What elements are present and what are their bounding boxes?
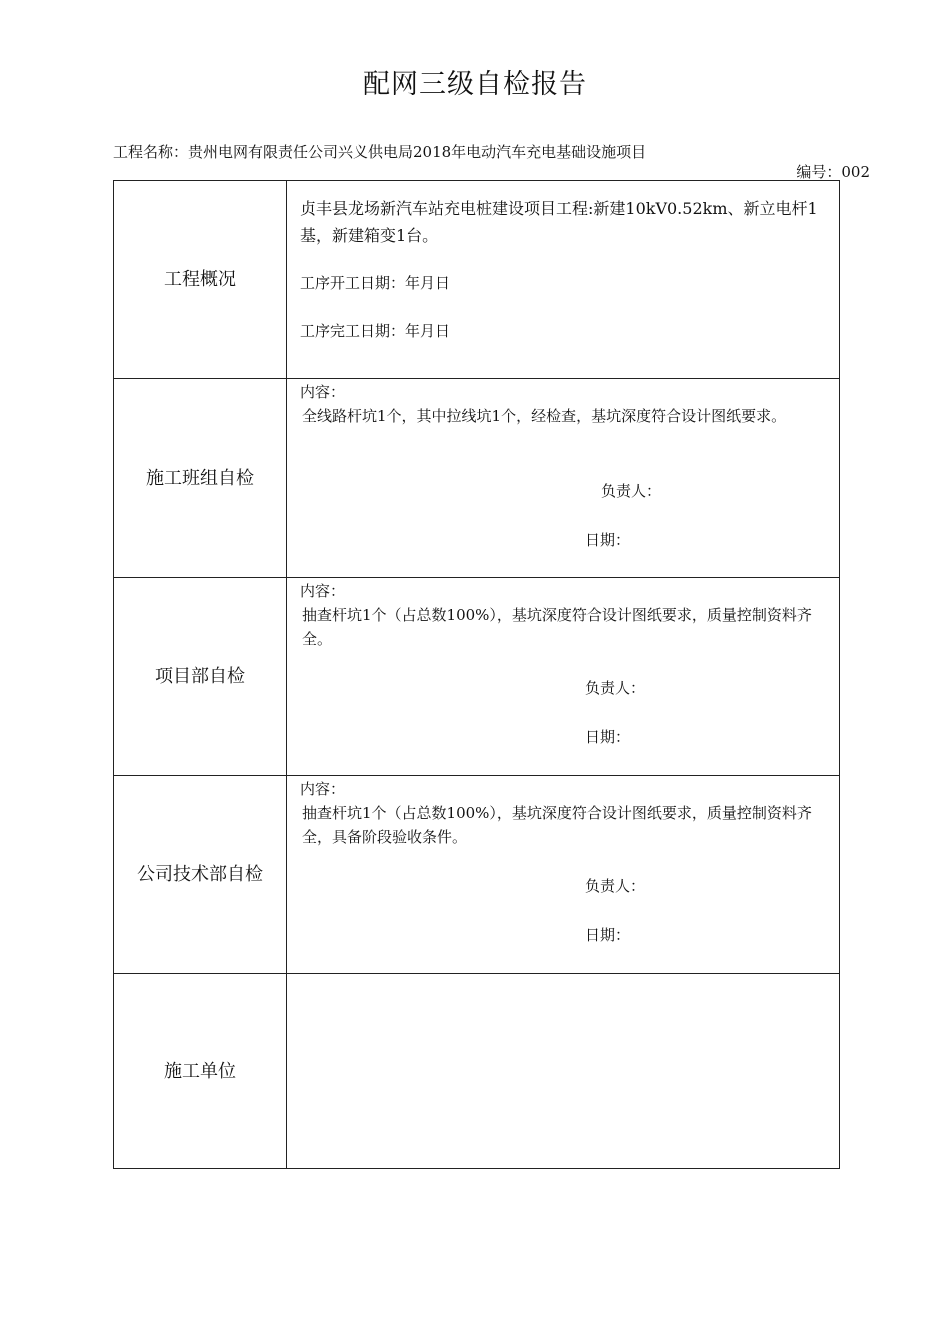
end-date-line: 工序完工日期：年月日 xyxy=(300,322,451,340)
content-label: 内容： xyxy=(300,780,346,798)
project-check-label: 项目部自检 xyxy=(114,578,287,776)
responsible-label: 负责人： xyxy=(585,877,646,895)
report-number: 编号：002 xyxy=(796,163,870,181)
date-label: 日期： xyxy=(585,728,631,746)
content-label: 内容： xyxy=(300,383,346,401)
team-check-content xyxy=(287,379,840,578)
project-check-content xyxy=(287,578,840,776)
responsible-label: 负责人： xyxy=(585,679,646,697)
start-date-line: 工序开工日期：年月日 xyxy=(300,274,451,292)
date-label: 日期： xyxy=(585,926,631,944)
overview-label: 工程概况 xyxy=(114,181,287,379)
content-label: 内容： xyxy=(300,582,346,600)
content-text: 全线路杆坑1个，其中拉线坑1个，经检查，基坑深度符合设计图纸要求。 xyxy=(302,407,787,425)
responsible-label: 负责人： xyxy=(601,482,662,500)
company-check-row xyxy=(114,776,840,974)
content-text: 抽查杆坑1个（占总数100%），基坑深度符合设计图纸要求，质量控制资料齐全，具备阶段验收条件。 xyxy=(302,804,812,846)
construction-unit-content xyxy=(287,974,840,1169)
team-check-label: 施工班组自检 xyxy=(114,379,287,578)
project-check-row xyxy=(114,578,840,776)
team-check-row xyxy=(114,379,840,578)
company-check-label: 公司技术部自检 xyxy=(114,776,287,974)
company-check-content xyxy=(287,776,840,974)
date-label: 日期： xyxy=(585,531,631,549)
self-check-table xyxy=(113,180,840,1169)
construction-unit-label: 施工单位 xyxy=(114,974,287,1169)
report-title: 配网三级自检报告 xyxy=(363,69,587,100)
project-name-line: 工程名称：贵州电网有限责任公司兴义供电局2018年电动汽车充电基础设施项目 xyxy=(113,143,647,161)
construction-unit-row xyxy=(114,974,840,1169)
overview-description: 贞丰县龙场新汽车站充电桩建设项目工程:新建10kV0.52km、新立电杆1基，新建箱变1台。 xyxy=(300,199,818,245)
overview-content xyxy=(287,181,840,379)
content-text: 抽查杆坑1个（占总数100%），基坑深度符合设计图纸要求，质量控制资料齐全。 xyxy=(302,606,812,648)
overview-row xyxy=(114,181,840,379)
